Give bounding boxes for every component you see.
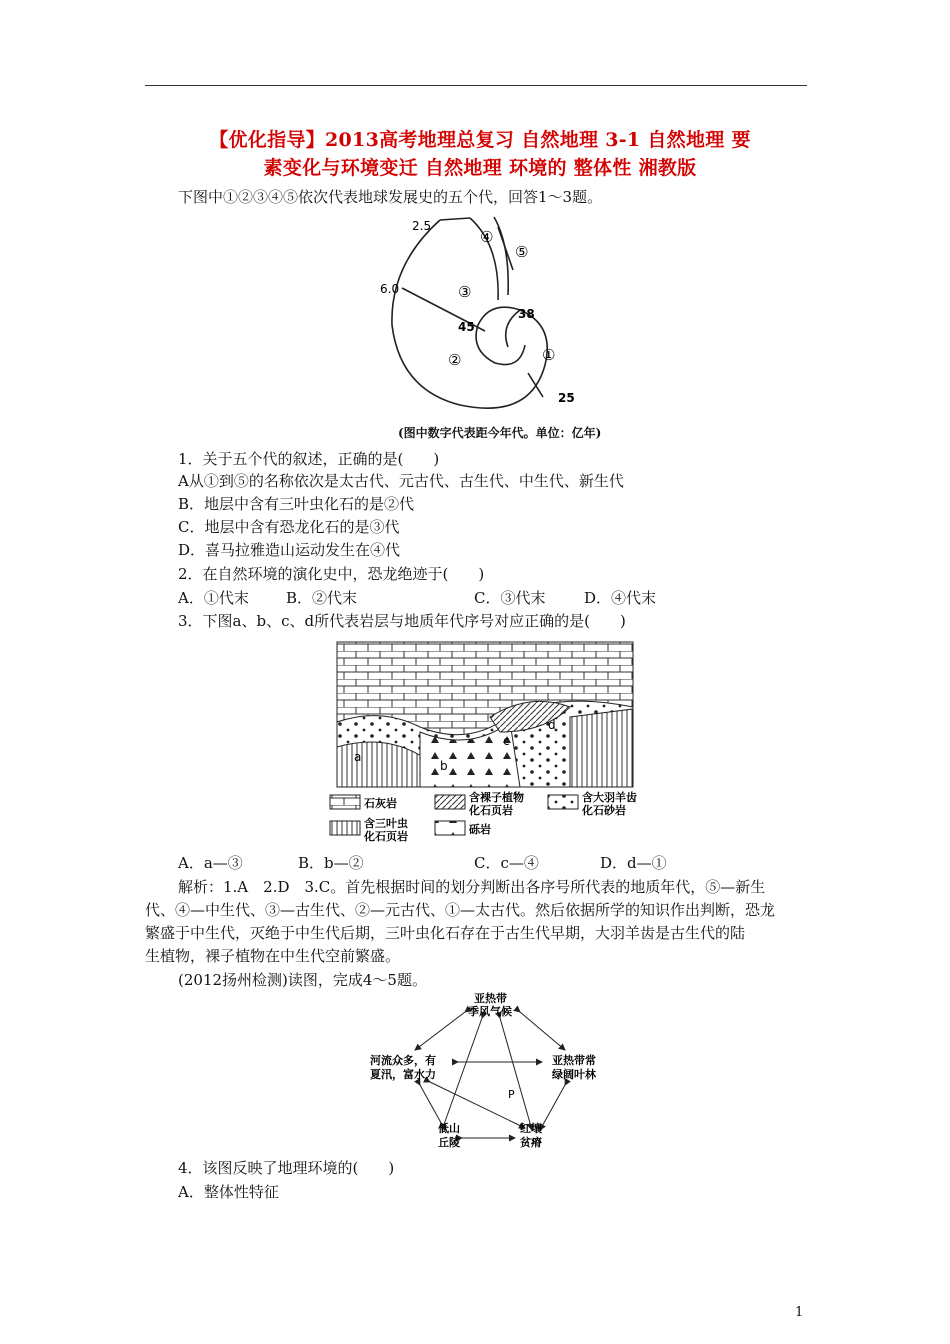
q1-option-d: D．喜马拉雅造山运动发生在④代 [178,541,401,559]
q1-option-b: B．地层中含有三叶虫化石的是②代 [178,495,415,513]
q2-option-d: D．④代末 [584,589,657,607]
legend-trilo-1: 含三叶虫 [364,817,408,830]
era-label-5: ⑤ [515,243,529,261]
environment-relation-figure [370,990,620,1155]
q2-option-c: C．③代末 [474,589,546,607]
age-label-2.5: 2.5 [412,219,432,233]
legend-gymno-1: 含裸子植物 [469,791,524,804]
legend-limestone: 石灰岩 [364,797,397,810]
stratum-label-a: a [354,750,362,764]
q3-option-b: B．b—② [298,854,364,872]
q3-option-a: A．a—③ [178,854,243,872]
stratum-label-d: d [548,718,556,732]
stratum-label-c: c [503,734,510,748]
intro-text: 下图中①②③④⑤依次代表地球发展史的五个代，回答1～3题。 [178,188,603,206]
node-top-2: 季风气候 [468,1005,512,1018]
age-label-45: 45 [458,320,475,334]
legend-gravel: 砾岩 [469,823,491,836]
node-br-2: 贫瘠 [520,1136,542,1149]
node-p-label: P [508,1088,515,1101]
doc-title-line2: 素变化与环境变迁 自然地理 环境的 整体性 湘教版 [263,157,697,179]
node-bl-1: 低山 [438,1122,460,1135]
era-label-2: ② [448,351,462,369]
legend-feather-1: 含大羽羊齿 [582,791,637,804]
q2-option-a: A．①代末 [178,589,249,607]
node-top-1: 亚热带 [474,992,507,1005]
legend-gymno-2: 化石页岩 [469,804,513,817]
node-bl-2: 丘陵 [438,1136,460,1149]
node-left-1: 河流众多，有 [370,1054,436,1067]
era-label-1: ① [542,346,556,364]
age-label-25: 25 [558,391,575,405]
geologic-spiral-figure [380,215,630,445]
q3-option-d: D．d—① [600,854,667,872]
page-number: 1 [795,1305,804,1320]
stratum-label-b: b [440,759,448,773]
era-label-3: ③ [458,283,472,301]
intro2-text: (2012扬州检测)读图，完成4～5题。 [178,971,427,989]
analysis-line4: 生植物，裸子植物在中生代空前繁盛。 [145,947,401,965]
q1-option-c: C．地层中含有恐龙化石的是③代 [178,518,400,536]
q3-stem: 3．下图a、b、c、d所代表岩层与地质年代序号对应正确的是( ) [178,612,626,630]
q4-option-a: A．整体性特征 [178,1183,279,1201]
legend-trilo-2: 化石页岩 [364,830,408,843]
q1-option-a: A从①到⑤的名称依次是太古代、元古代、古生代、中生代、新生代 [178,472,624,490]
q1-stem: 1．关于五个代的叙述，正确的是( ) [178,450,440,468]
node-left-2: 夏汛，富水力 [370,1068,436,1081]
legend-feather-2: 化石砂岩 [582,804,626,817]
analysis-line1: 解析：1.A 2.D 3.C。首先根据时间的划分判断出各序号所代表的地质年代，⑤—新生 [178,878,766,896]
q3-option-c: C．c—④ [474,854,539,872]
q4-stem: 4．该图反映了地理环境的( ) [178,1159,395,1177]
q2-option-b: B．②代末 [286,589,358,607]
doc-title-line1: 【优化指导】2013高考地理总复习 自然地理 3-1 自然地理 要 [209,129,751,151]
header-rule [145,85,807,86]
analysis-line3: 繁盛于中生代，灭绝于中生代后期，三叶虫化石存在于古生代早期，大羽羊齿是古生代的陆 [145,924,746,942]
figure1-caption: (图中数字代表距今年代。单位：亿年) [398,426,602,440]
q2-stem: 2．在自然环境的演化史中，恐龙绝迹于( ) [178,565,485,583]
node-right-2: 绿阔叶林 [552,1068,596,1081]
era-label-4: ④ [480,228,494,246]
age-label-6.0: 6.0 [380,282,400,296]
node-br-1: 红壤 [520,1122,542,1135]
age-label-38: 38 [518,307,535,321]
node-right-1: 亚热带常 [552,1054,596,1067]
analysis-line2: 代、④—中生代、③—古生代、②—元古代、①—太古代。然后依据所学的知识作出判断，恐龙 [145,901,776,919]
rock-strata-figure [320,637,650,852]
